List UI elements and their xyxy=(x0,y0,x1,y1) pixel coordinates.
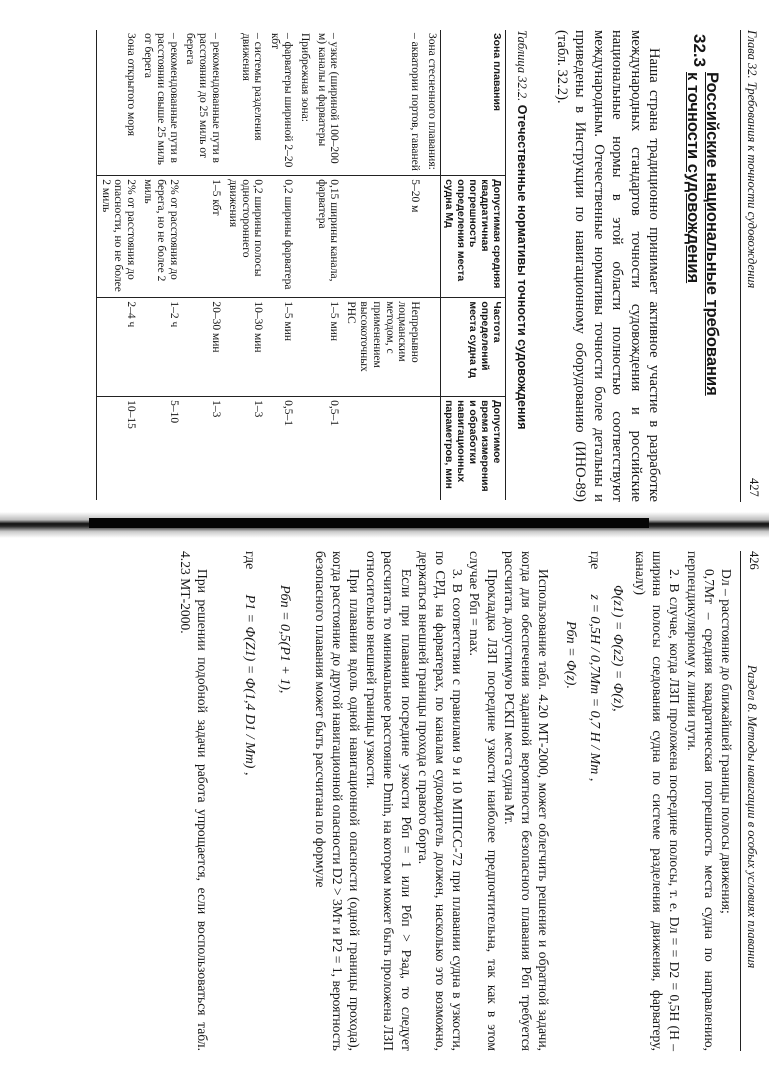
formula-p1: P1 = Φ(Z1) = Φ(1,4 D1 / Mт) , xyxy=(242,594,258,776)
table-cell: Зона стесненного плавания: xyxy=(426,33,438,170)
table-row xyxy=(96,30,139,500)
table-cell: – акватории портов, гаваней xyxy=(409,33,422,171)
table-cell: – рекомендованные пути в расстоянии свыше 25 миль от берега xyxy=(142,33,180,165)
header-rule xyxy=(740,30,741,502)
table-cell: 2% от расстояния до берега, но не более 2 миль xyxy=(139,176,181,298)
paragraph-dmin: Если при плавании посредине узкости Pбп = 1 или Pбп > Pзад, то следует рассчитать то минимальное расстояние Dmin, на котором может быть проложена ЛЗП относительно внешней границы узкости. xyxy=(364,551,414,1051)
table-row xyxy=(182,30,224,500)
page-number-427: 427 xyxy=(747,478,761,497)
paragraph-text: Наша страна традиционно принимает активное участие в разработке международных стандартов точности судовождения и российские национальные нормы в этой области полностью соответствуют международным. Отечественные нормативы точности более детальны и приведены в Инструкции по навигационному оборудованию (ИНО-89) (табл. 32.2). xyxy=(553,30,662,502)
table-cell: – рекомендованные пути в расстоянии до 25 миль от берега xyxy=(184,33,223,163)
table-row xyxy=(296,30,313,500)
table-cell xyxy=(296,176,313,298)
norms-table xyxy=(96,30,506,500)
page-427 xyxy=(0,0,769,520)
running-head-part: Раздел 8. xyxy=(745,665,759,713)
running-head-title: Методы навигации в особых условиях плавания xyxy=(745,715,759,969)
table-cell xyxy=(342,397,423,500)
table-cell: 2–4 ч xyxy=(96,298,139,397)
table-cell: Непрерывно лоцманским методом, с применением высокоточных РНС xyxy=(342,298,423,397)
table-row xyxy=(342,30,423,500)
running-head-chapter: Глава 32. xyxy=(745,30,759,79)
formula-pbp: Pбп = Φ(z). xyxy=(563,621,579,689)
table-row xyxy=(423,30,440,500)
table-cell: 0,5–1 xyxy=(266,397,296,500)
table-cell: 5–10 xyxy=(139,397,181,500)
section-number: 32.3 xyxy=(690,34,709,68)
table-cell: 1–2 ч xyxy=(139,298,181,397)
section-paragraph xyxy=(553,30,663,502)
formula-z: z = 0,5H / 0,7Mт = 0,7 H / Mт , xyxy=(586,594,602,782)
table-cell: – системы разделения движения xyxy=(239,33,265,141)
page-426 xyxy=(0,545,769,1074)
running-head-427 xyxy=(744,30,759,288)
formula-p1-row xyxy=(241,551,258,1051)
table-cell: – узкие (шириной 100–200 м) каналы и фарватеры xyxy=(315,33,341,164)
table-cell: – фарватеры шириной 2–20 кбт xyxy=(269,33,295,168)
table-cell: 20–30 мин xyxy=(182,298,224,397)
body-text-426 xyxy=(177,551,735,1051)
table-cell: 0,2 ширины полосы одностороннего движения xyxy=(224,176,266,298)
book-spine-gutter xyxy=(89,518,649,528)
formula-phi-z: Φ(z1) = Φ(z2) = Φ(z), xyxy=(609,585,625,712)
paragraph-table-usage: Использование табл. 4.20 МТ-2000, может облегчить решение и обратной задачи, когда для обеспечения заданной вероятности безопасного плавания Pбп требуется рассчитать допустимую РСКП места судна Mт. xyxy=(501,551,552,1051)
table-cell: 0,15 ширины канала, фарватера xyxy=(313,176,343,298)
formula-z-row xyxy=(585,551,602,1051)
paragraph-case-3: 3. В соответствии с правилами 9 и 10 МППСС-72 при плавании судна в узкости, по СРД, на фарватерах, по каналам судоводитель должен, насколько это возможно, держаться внешней границы прохода с правого борта. xyxy=(415,551,466,1051)
table-row xyxy=(266,30,296,500)
running-head-426 xyxy=(744,665,759,968)
table-cell: 2% от расстояния до опасности, но не более 2 миль xyxy=(96,176,139,298)
table-cell: 10–30 мин xyxy=(224,298,266,397)
definition-dl: Dл – расстояние до ближайшей границы полосы движения; xyxy=(719,569,734,914)
table-cell: 0,5–1 xyxy=(313,397,343,500)
table-cell: 0,2 ширины фарватера xyxy=(266,176,296,298)
section-title-line2: к точности судовождения xyxy=(684,72,702,284)
table-cell: Зона открытого моря xyxy=(96,30,139,176)
paragraph-single-hazard: При плавании вдоль одной навигационной опасности (одной границы прохода), когда расстояние до другой навигационной опасности D2 > 3Mт и P2 = 1, вероятность безопасного плавания может быть рассчитана по формуле xyxy=(312,551,362,1051)
table-cell: 1–5 мин xyxy=(313,298,343,397)
table-caption xyxy=(514,30,529,430)
table-header-cell: Допустимая средняя квадратичная погрешность определения места судна Мд xyxy=(441,176,506,298)
section-title xyxy=(683,72,721,432)
header-rule xyxy=(740,551,741,1051)
table-cell: 1–5 мин xyxy=(266,298,296,397)
table-cell xyxy=(423,298,440,397)
table-cell xyxy=(296,298,313,397)
paragraph-lzp-middle: Прокладка ЛЗП посредине узкости наиболее предпочтительна, так как в этом случае Pбп = max. xyxy=(467,551,500,1051)
table-caption-title: Отечественные нормативы точности судовождения xyxy=(515,104,529,430)
table-cell xyxy=(423,176,440,298)
definition-mt: 0,7Mт – средняя квадратическая погрешность места судна по направлению, перпендикулярному к линии пути. xyxy=(684,551,717,1051)
table-row xyxy=(224,30,266,500)
where-label: где xyxy=(242,551,258,570)
table-caption-number: Таблица 32.2. xyxy=(515,30,529,102)
page-number-426: 426 xyxy=(747,551,761,570)
table-cell: 5–20 м xyxy=(342,176,423,298)
paragraph-case-2: 2. В случае, когда ЛЗП проложена посредине полосы, т. е. Dл = = D2 = 0,5H (H – ширина полосы следования судна по системе разделения движения, фарватеру, каналу) xyxy=(632,551,683,1051)
table-cell: 1–5 кбт xyxy=(182,176,224,298)
where-label: где xyxy=(586,551,602,570)
formula-pbp-half: Pбп = 0,5(P1 + 1), xyxy=(277,585,293,694)
table-row xyxy=(313,30,343,500)
table-cell: Прибрежная зона: xyxy=(298,33,311,122)
table-header-row xyxy=(441,30,506,500)
table-row xyxy=(139,30,181,500)
table-header-cell: Зона плавания xyxy=(441,30,506,176)
table-cell xyxy=(296,397,313,500)
running-head-title: Требования к точности судовождения xyxy=(745,81,759,289)
table-cell: 10–15 xyxy=(96,397,139,500)
table-header-cell: Частота определений места судна tд xyxy=(441,298,506,397)
table-cell xyxy=(423,397,440,500)
table-cell: 1–3 xyxy=(182,397,224,500)
section-title-line1: Российские национальные требования xyxy=(703,72,721,396)
paragraph-solution: При решении подобной задачи работа упрощается, если воспользоваться табл. 4.23 МТ-2000. xyxy=(177,551,210,1051)
table-header-cell: Допустимое время измерения и обработки навигационных параметров, мин xyxy=(441,397,506,500)
table-cell: 1–3 xyxy=(224,397,266,500)
